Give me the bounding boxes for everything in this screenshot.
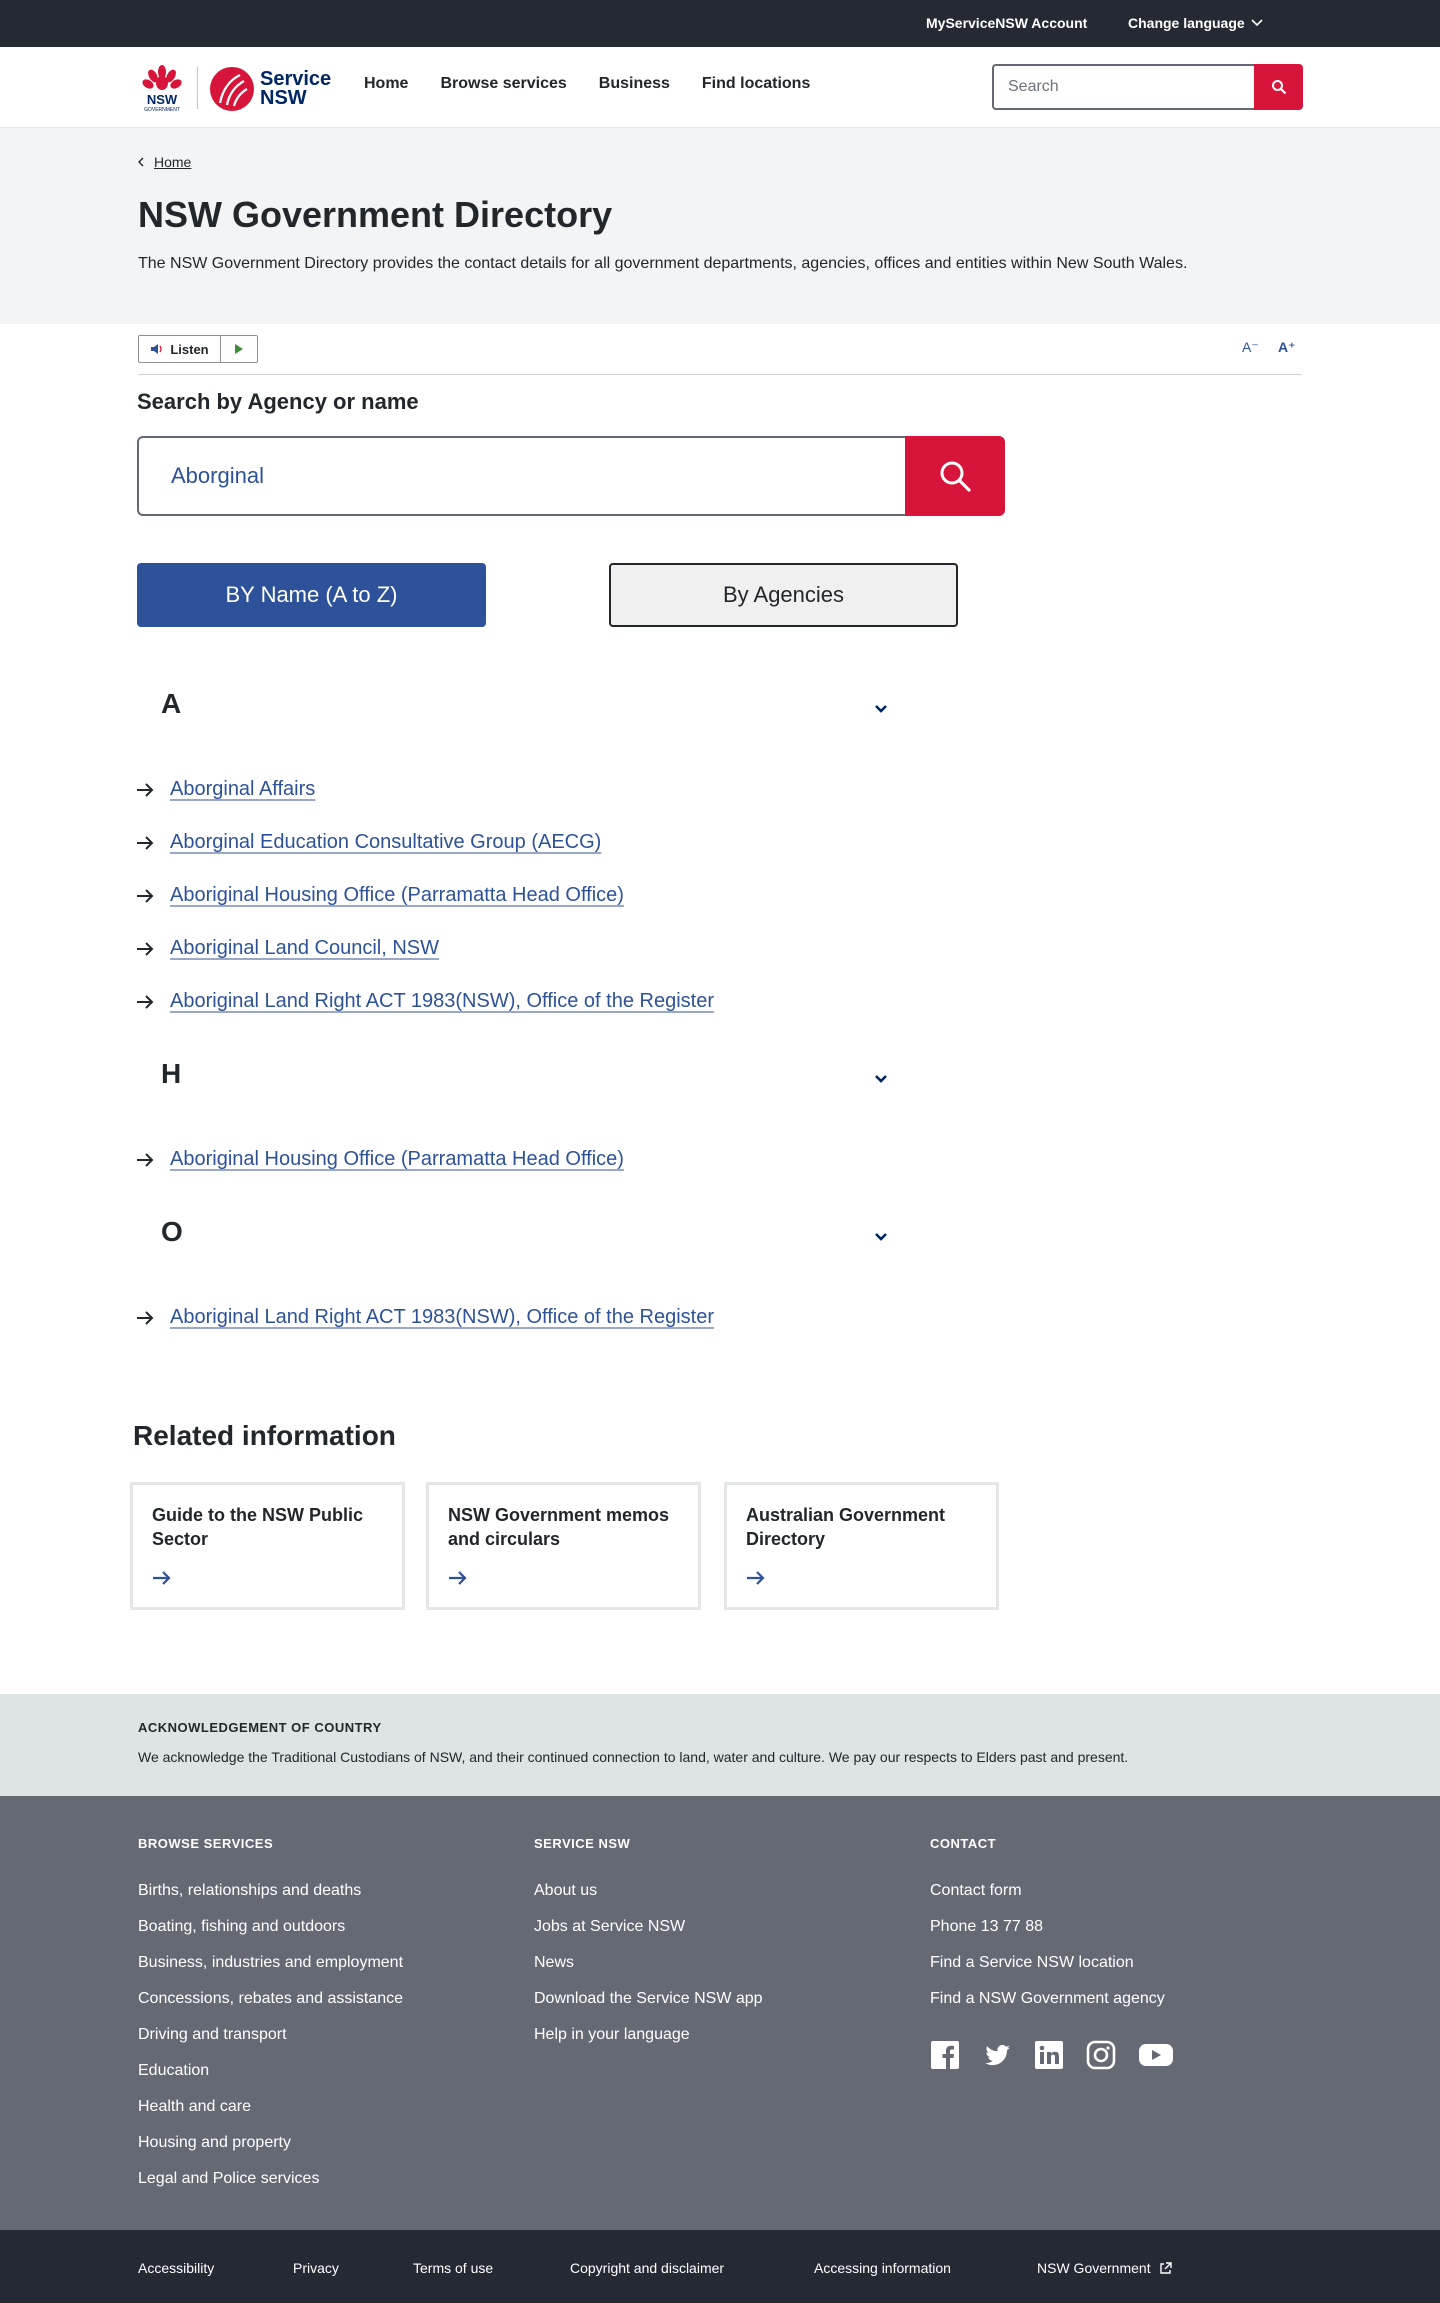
- nav-browse-services[interactable]: Browse services: [440, 75, 567, 92]
- list-item[interactable]: [136, 831, 601, 854]
- site-header: [0, 47, 1440, 128]
- result-link[interactable]: Aboriginal Land Right ACT 1983(NSW), Office of the Register: [170, 990, 714, 1012]
- external-link-icon: [1159, 2262, 1172, 2275]
- arrow-right-icon: [136, 888, 154, 904]
- list-item[interactable]: [136, 778, 315, 801]
- myservicensw-account-link[interactable]: MyServiceNSW Account: [926, 15, 1088, 31]
- footer-contact-column: [930, 1836, 1165, 2017]
- list-item[interactable]: [136, 884, 624, 907]
- listen-label: Listen: [170, 341, 209, 357]
- result-link[interactable]: Aboriginal Land Council, NSW: [170, 937, 440, 959]
- nav-home[interactable]: Home: [364, 75, 409, 92]
- footer-terms-link[interactable]: Terms of use: [413, 2260, 494, 2276]
- page-hero: [0, 128, 1440, 324]
- header-search: [992, 64, 1303, 110]
- svg-text:NSW: NSW: [146, 92, 178, 107]
- chevron-down-icon[interactable]: [874, 1074, 888, 1084]
- footer-link[interactable]: About us: [534, 1882, 598, 1899]
- related-card[interactable]: [426, 1482, 701, 1610]
- speaker-icon: [150, 343, 164, 355]
- change-language-label: Change language: [1128, 15, 1245, 31]
- directory-search-input[interactable]: Aborginal: [137, 436, 905, 516]
- footer-link[interactable]: Concessions, rebates and assistance: [138, 1990, 404, 2007]
- main-nav: [364, 75, 810, 93]
- result-link[interactable]: Aborginal Education Consultative Group (AECG): [170, 831, 602, 853]
- page-title: NSW Government Directory: [138, 194, 613, 235]
- page-tools: [138, 335, 1302, 375]
- facebook-icon[interactable]: [930, 2040, 960, 2070]
- utility-bar: [0, 0, 1440, 47]
- footer-copyright-link[interactable]: Copyright and disclaimer: [570, 2260, 725, 2276]
- footer-link[interactable]: Boating, fishing and outdoors: [138, 1918, 346, 1935]
- page-description: The NSW Government Directory provides the contact details for all government departments, agencies, offices and entities within New South Wales.: [138, 255, 1188, 272]
- footer-link[interactable]: Driving and transport: [138, 2026, 287, 2043]
- tab-by-name[interactable]: BY Name (A to Z): [137, 563, 486, 627]
- font-decrease-button[interactable]: A⁻: [1242, 339, 1259, 355]
- play-icon: [234, 343, 244, 355]
- arrow-right-icon: [746, 1570, 766, 1586]
- footer-link[interactable]: News: [534, 1954, 575, 1971]
- arrow-right-icon: [136, 1310, 154, 1326]
- result-link[interactable]: Aboriginal Land Right ACT 1983(NSW), Office of the Register: [170, 1306, 714, 1328]
- footer-link[interactable]: Education: [138, 2062, 210, 2079]
- result-link[interactable]: Aboriginal Housing Office (Parramatta Head Office): [170, 1148, 624, 1170]
- linkedin-icon[interactable]: [1034, 2040, 1064, 2070]
- related-card-title: Guide to the NSW Public Sector: [152, 1505, 363, 1549]
- arrow-right-icon: [136, 941, 154, 957]
- footer-link[interactable]: Business, industries and employment: [138, 1954, 404, 1971]
- logo-divider: [197, 67, 198, 109]
- directory-search: [137, 436, 1005, 516]
- search-heading: Search by Agency or name: [137, 389, 419, 414]
- footer-link[interactable]: Housing and property: [138, 2134, 291, 2151]
- svg-text:GOVERNMENT: GOVERNMENT: [144, 107, 180, 113]
- nsw-government-logo[interactable]: [138, 63, 186, 113]
- nsw-government-label: NSW Government: [1037, 2260, 1151, 2276]
- arrow-right-icon: [136, 994, 154, 1010]
- acknowledgement-text: We acknowledge the Traditional Custodians of NSW, and their continued connection to land, water and culture. We pay our respects to Elders past and present.: [138, 1749, 1129, 1765]
- directory-search-button[interactable]: [905, 436, 1005, 516]
- listen-button[interactable]: [138, 335, 258, 363]
- related-card-title: Australian Government Directory: [746, 1505, 946, 1549]
- footer-link[interactable]: Find a Service NSW location: [930, 1954, 1134, 1971]
- footer-service-heading: SERVICE NSW: [534, 1836, 631, 1851]
- group-letter-a: A: [161, 688, 182, 719]
- breadcrumb: [138, 154, 191, 170]
- footer-link[interactable]: Legal and Police services: [138, 2170, 320, 2187]
- nav-business[interactable]: Business: [598, 75, 670, 92]
- social-links: [930, 2040, 1174, 2070]
- listen-label-area: [139, 336, 221, 362]
- search-icon: [1271, 79, 1287, 95]
- footer-nsw-government-link[interactable]: [1037, 2260, 1172, 2276]
- arrow-right-icon: [136, 835, 154, 851]
- list-item[interactable]: [136, 990, 714, 1013]
- service-nsw-wordmark: [260, 70, 331, 108]
- list-item[interactable]: [136, 1148, 624, 1171]
- related-card[interactable]: [724, 1482, 999, 1610]
- footer-browse-column: [138, 1836, 403, 2197]
- search-icon: [938, 459, 972, 493]
- site-footer: [0, 1796, 1440, 2230]
- related-heading: Related information: [133, 1420, 396, 1451]
- change-language-button[interactable]: [1128, 15, 1263, 31]
- arrow-right-icon: [136, 1152, 154, 1168]
- footer-link[interactable]: Jobs at Service NSW: [534, 1918, 686, 1935]
- sub-footer: [0, 2230, 1440, 2303]
- footer-link[interactable]: Health and care: [138, 2098, 251, 2115]
- footer-accessing-info-link[interactable]: Accessing information: [814, 2260, 951, 2276]
- result-link[interactable]: Aborginal Affairs: [170, 778, 316, 800]
- youtube-icon[interactable]: [1138, 2040, 1174, 2070]
- footer-service-column: [534, 1836, 763, 2053]
- footer-link[interactable]: Help in your language: [534, 2026, 690, 2043]
- chevron-down-icon: [1251, 19, 1263, 27]
- twitter-icon[interactable]: [982, 2040, 1012, 2070]
- brand-line-2: NSW: [260, 87, 307, 109]
- footer-link[interactable]: Find a NSW Government agency: [930, 1990, 1165, 2007]
- arrow-right-icon: [152, 1570, 172, 1586]
- breadcrumb-home[interactable]: Home: [154, 154, 192, 170]
- group-letter-h: H: [161, 1058, 182, 1089]
- chevron-down-icon[interactable]: [874, 704, 888, 714]
- waratah-icon: [138, 63, 186, 113]
- footer-accessibility-link[interactable]: Accessibility: [138, 2260, 215, 2276]
- header-search-button[interactable]: [1254, 64, 1303, 110]
- list-item[interactable]: [136, 937, 439, 960]
- play-button[interactable]: [221, 336, 257, 362]
- instagram-icon[interactable]: [1086, 2040, 1116, 2070]
- tab-by-agencies[interactable]: By Agencies: [609, 563, 958, 627]
- list-item[interactable]: [136, 1306, 714, 1329]
- header-search-input[interactable]: [992, 64, 1254, 110]
- arrow-right-icon: [136, 782, 154, 798]
- service-nsw-emblem-icon: [210, 67, 254, 111]
- brand-line-1: Service: [260, 68, 332, 90]
- footer-browse-heading: BROWSE SERVICES: [138, 1836, 274, 1851]
- arrow-right-icon: [448, 1570, 468, 1586]
- chevron-left-icon: [138, 157, 144, 167]
- footer-contact-heading: CONTACT: [930, 1836, 997, 1851]
- font-increase-button[interactable]: A⁺: [1278, 339, 1296, 355]
- acknowledgement-of-country: [0, 1694, 1440, 1796]
- nav-find-locations[interactable]: Find locations: [701, 75, 811, 92]
- footer-link[interactable]: Contact form: [930, 1882, 1022, 1899]
- service-nsw-logo[interactable]: [210, 67, 331, 111]
- footer-link[interactable]: Download the Service NSW app: [534, 1990, 763, 2007]
- footer-privacy-link[interactable]: Privacy: [293, 2260, 339, 2276]
- acknowledgement-heading: ACKNOWLEDGEMENT OF COUNTRY: [138, 1720, 382, 1735]
- result-link[interactable]: Aboriginal Housing Office (Parramatta Head Office): [170, 884, 624, 906]
- footer-link[interactable]: Phone 13 77 88: [930, 1918, 1043, 1935]
- related-card-title: NSW Government memos and circulars: [448, 1505, 670, 1549]
- footer-link[interactable]: Births, relationships and deaths: [138, 1882, 362, 1899]
- related-card[interactable]: [130, 1482, 405, 1610]
- group-letter-o: O: [161, 1216, 183, 1247]
- chevron-down-icon[interactable]: [874, 1232, 888, 1242]
